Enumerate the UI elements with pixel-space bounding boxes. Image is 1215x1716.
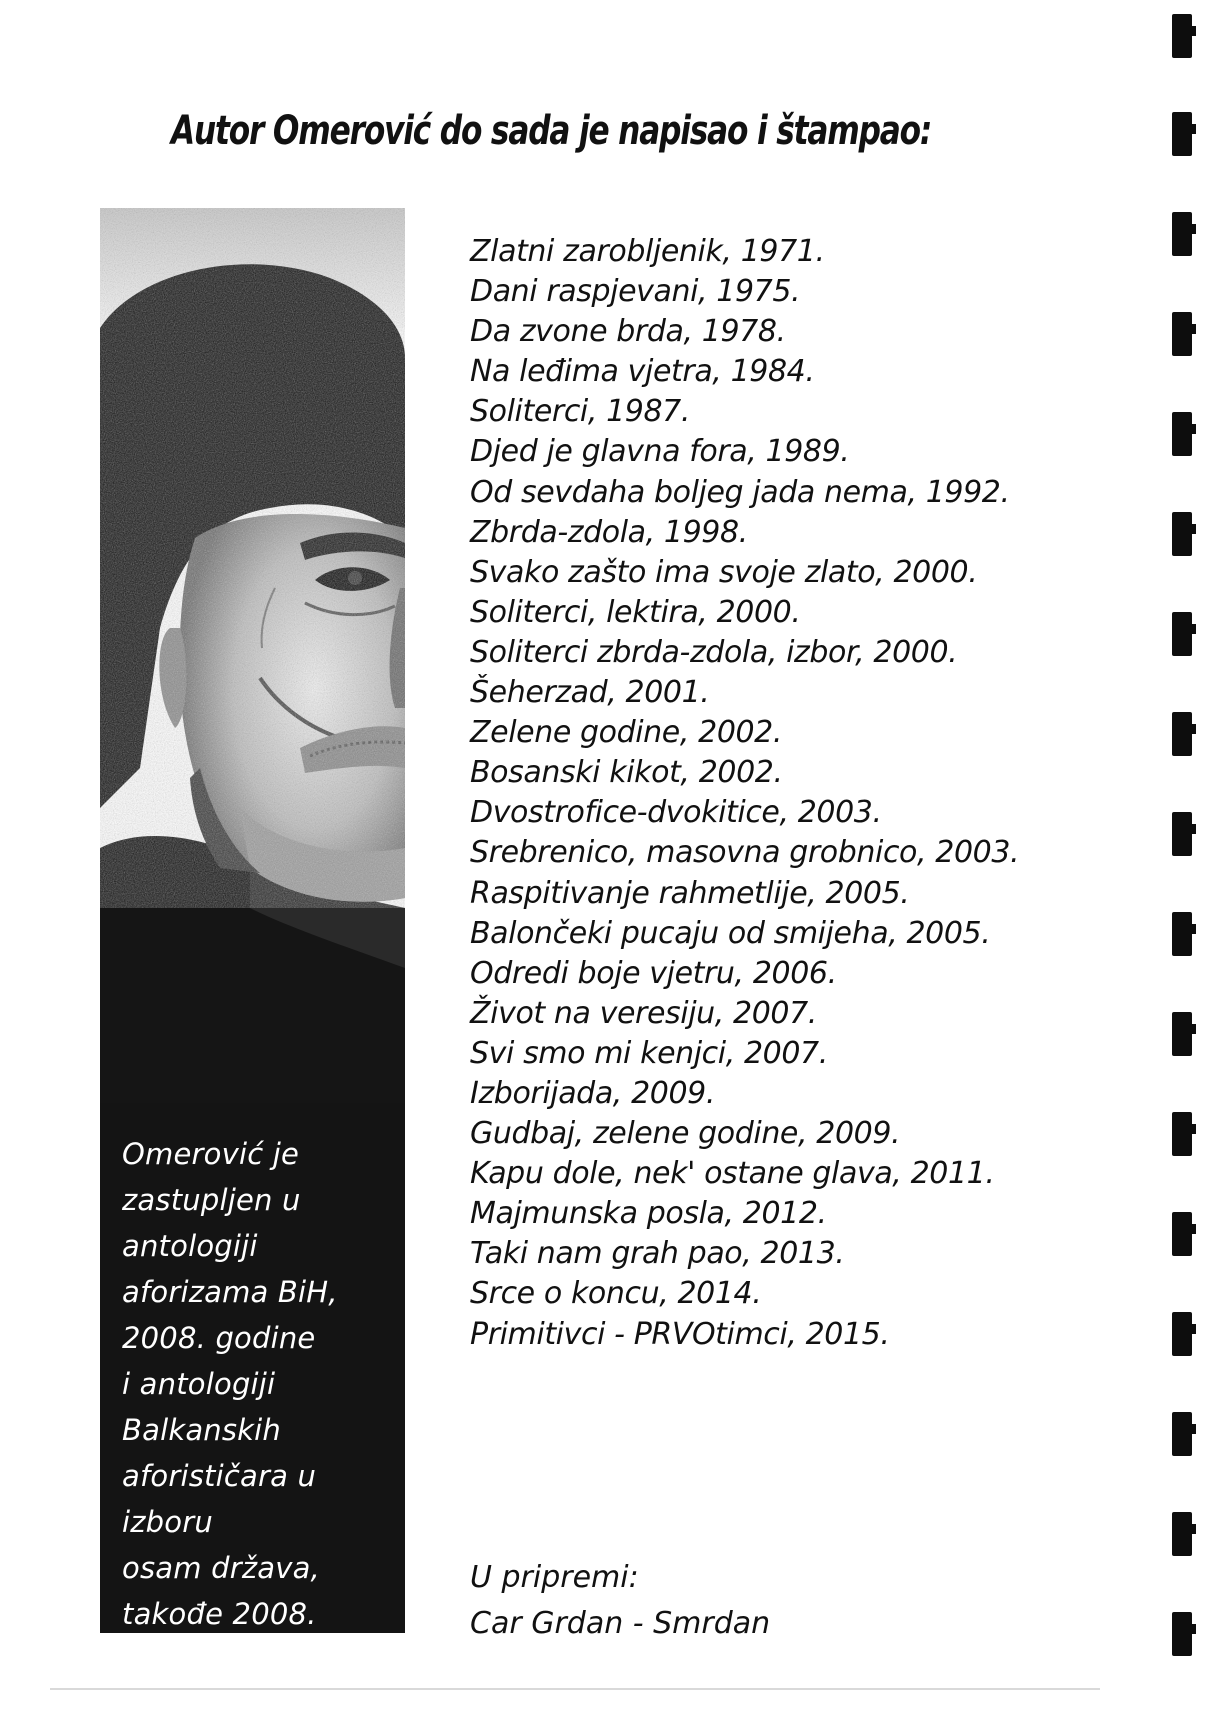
book-entry: Bosanski kikot, 2002. [470,755,783,791]
binding-hole [1172,1512,1192,1556]
binding-hole [1172,312,1192,356]
binding-hole [1172,1012,1192,1056]
book-entry: Majmunska posla, 2012. [470,1196,827,1232]
book-entry: Izborijada, 2009. [470,1075,715,1111]
scan-edge-line [50,1688,1100,1690]
caption-line: takođe 2008. [122,1597,317,1631]
bibliography-list [470,232,1110,1355]
binding-hole [1172,1612,1192,1656]
book-entry: Soliterci, lektira, 2000. [470,594,801,630]
binding-hole [1172,812,1192,856]
caption-line: Omerović je [122,1137,300,1171]
upcoming-title: Car Grdan - Smrdan [470,1606,771,1641]
book-entry: Balončeki pucaju od smijeha, 2005. [470,915,991,951]
binding-hole [1172,412,1192,456]
binding-hole [1172,1212,1192,1256]
book-entry: Kapu dole, nek' ostane glava, 2011. [470,1156,995,1192]
binding-hole [1172,1412,1192,1456]
book-entry: Taki nam grah pao, 2013. [470,1236,845,1272]
binding-hole [1172,612,1192,656]
author-photo [100,208,405,1118]
book-entry: Zbrda-zdola, 1998. [470,514,748,550]
book-entry: Soliterci, 1987. [470,394,691,430]
upcoming-label: U pripremi: [470,1560,639,1595]
author-caption-box [100,1103,405,1633]
caption-line: osam država, [122,1551,320,1585]
book-entry: Svako zašto ima svoje zlato, 2000. [470,554,978,590]
caption-line: antologiji [122,1229,258,1263]
book-entry: Svi smo mi kenjci, 2007. [470,1035,828,1071]
book-entry: Srebrenico, masovna grobnico, 2003. [470,835,1020,871]
binding-hole [1172,912,1192,956]
binding-holes-strip [1172,0,1202,1716]
book-entry: Dvostrofice-dvokitice, 2003. [470,795,882,831]
caption-line: Balkanskih [122,1413,282,1447]
page-title: Autor Omerović do sada je napisao i štampao: [170,108,932,154]
caption-line: aforizama BiH, [122,1275,338,1309]
binding-hole [1172,712,1192,756]
caption-line: i antologiji [122,1367,276,1401]
caption-line: 2008. godine [122,1321,316,1355]
book-entry: Da zvone brda, 1978. [470,314,786,350]
book-entry: Na leđima vjetra, 1984. [470,354,815,390]
book-entry: Djed je glavna fora, 1989. [470,434,850,470]
book-entry: Srce o koncu, 2014. [470,1276,762,1312]
binding-hole [1172,1112,1192,1156]
binding-hole [1172,112,1192,156]
book-entry: Šeherzad, 2001. [470,675,710,711]
book-entry: Zlatni zarobljenik, 1971. [470,234,825,269]
book-entry: Gudbaj, zelene godine, 2009. [470,1116,901,1152]
binding-hole [1172,1312,1192,1356]
book-entry: Dani raspjevani, 1975. [470,274,801,310]
author-portrait-column [100,208,405,1633]
book-entry: Odredi boje vjetru, 2006. [470,955,837,991]
caption-line: aforističara u [122,1459,317,1493]
book-entry: Zelene godine, 2002. [470,715,783,751]
book-entry: Primitivci - PRVOtimci, 2015. [470,1316,890,1352]
book-entry: Od sevdaha boljeg jada nema, 1992. [470,474,1010,510]
binding-hole [1172,14,1192,58]
book-entry: Soliterci zbrda-zdola, izbor, 2000. [470,634,958,670]
binding-hole [1172,212,1192,256]
book-entry: Raspitivanje rahmetlije, 2005. [470,875,910,911]
caption-line: izboru [122,1505,213,1539]
caption-line: zastupljen u [122,1183,301,1217]
upcoming-section [470,1555,770,1647]
book-entry: Život na veresiju, 2007. [470,995,817,1031]
binding-hole [1172,512,1192,556]
